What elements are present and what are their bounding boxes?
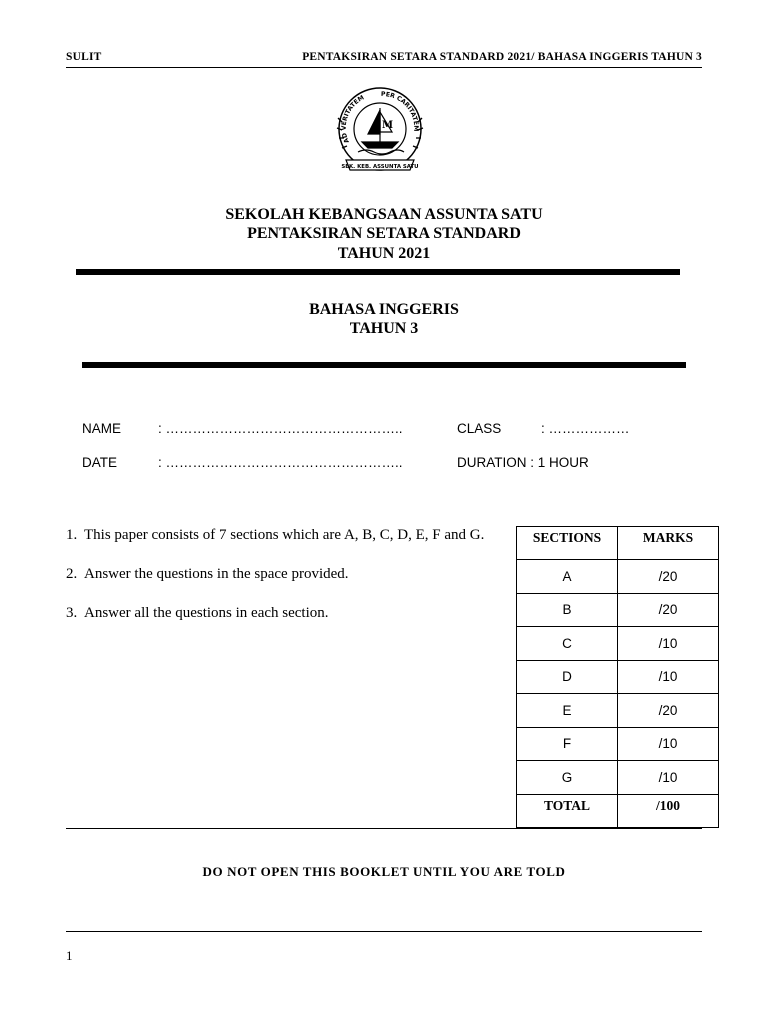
footer-divider [66,931,702,932]
header-right-label: PENTAKSIRAN SETARA STANDARD 2021/ BAHASA INGGERIS TAHUN 3 [302,51,702,63]
total-label: TOTAL [517,794,618,827]
warning-notice: DO NOT OPEN THIS BOOKLET UNTIL YOU ARE TOLD [202,864,566,879]
table-row [517,560,719,594]
header-left-label: SULIT [66,51,102,63]
page-number: 1 [66,948,73,963]
logo-banner-text: SEK. KEB. ASSUNTA SATU [341,164,419,170]
marks-table [516,526,719,828]
name-field[interactable]: : …………………………………………….. [158,421,403,436]
subject-name: BAHASA INGGERIS [309,301,459,318]
instruction-text: This paper consists of 7 sections which are A, B, C, D, E, F and G. [84,527,485,543]
section-divider [66,828,702,829]
marks-header: MARKS [618,527,719,560]
marks-cell: /10 [618,761,719,795]
section-cell: A [517,560,618,594]
svg-text:M: M [382,120,394,131]
table-header-row [517,527,719,560]
marks-cell: /20 [618,560,719,594]
assessment-title: PENTAKSIRAN SETARA STANDARD [247,225,521,242]
header-divider [66,67,702,68]
table-row [517,727,719,761]
svg-text:AD VERITATEM [341,94,366,144]
subject-divider [82,362,686,368]
instruction-number: 3. [66,605,78,621]
marks-cell: /20 [618,593,719,627]
table-row [517,761,719,795]
logo-motto-right: PER CARITATEM [380,90,420,132]
section-cell: E [517,694,618,728]
assessment-year: TAHUN 2021 [337,245,431,262]
instruction-item [66,565,506,584]
section-cell: B [517,593,618,627]
class-field[interactable]: : ……………… [541,421,630,436]
total-row [517,794,719,827]
duration-label: DURATION : 1 HOUR [457,455,589,470]
instruction-text: Answer the questions in the space provided. [84,566,349,582]
instructions-list [66,526,506,643]
section-cell: F [517,727,618,761]
marks-cell: /10 [618,727,719,761]
total-marks: /100 [618,794,719,827]
logo-motto-left: AD VERITATEM [340,94,366,144]
subject-level: TAHUN 3 [349,320,419,337]
marks-cell: /20 [618,694,719,728]
class-label: CLASS [457,421,502,436]
date-label: DATE [82,455,118,470]
instruction-item [66,526,506,545]
date-field[interactable]: : …………………………………………….. [158,455,403,470]
instruction-item [66,604,506,623]
table-row [517,627,719,661]
table-row [517,694,719,728]
sections-header: SECTIONS [517,527,618,560]
school-name: SEKOLAH KEBANGSAAN ASSUNTA SATU [225,206,543,223]
marks-cell: /10 [618,660,719,694]
name-label: NAME [82,421,122,436]
school-crest-logo [332,82,428,178]
marks-cell: /10 [618,627,719,661]
title-divider [76,269,680,275]
section-cell: D [517,660,618,694]
section-cell: G [517,761,618,795]
table-row [517,660,719,694]
section-cell: C [517,627,618,661]
instruction-text: Answer all the questions in each section. [84,605,329,621]
instruction-number: 1. [66,527,78,543]
table-row [517,593,719,627]
instruction-number: 2. [66,566,78,582]
